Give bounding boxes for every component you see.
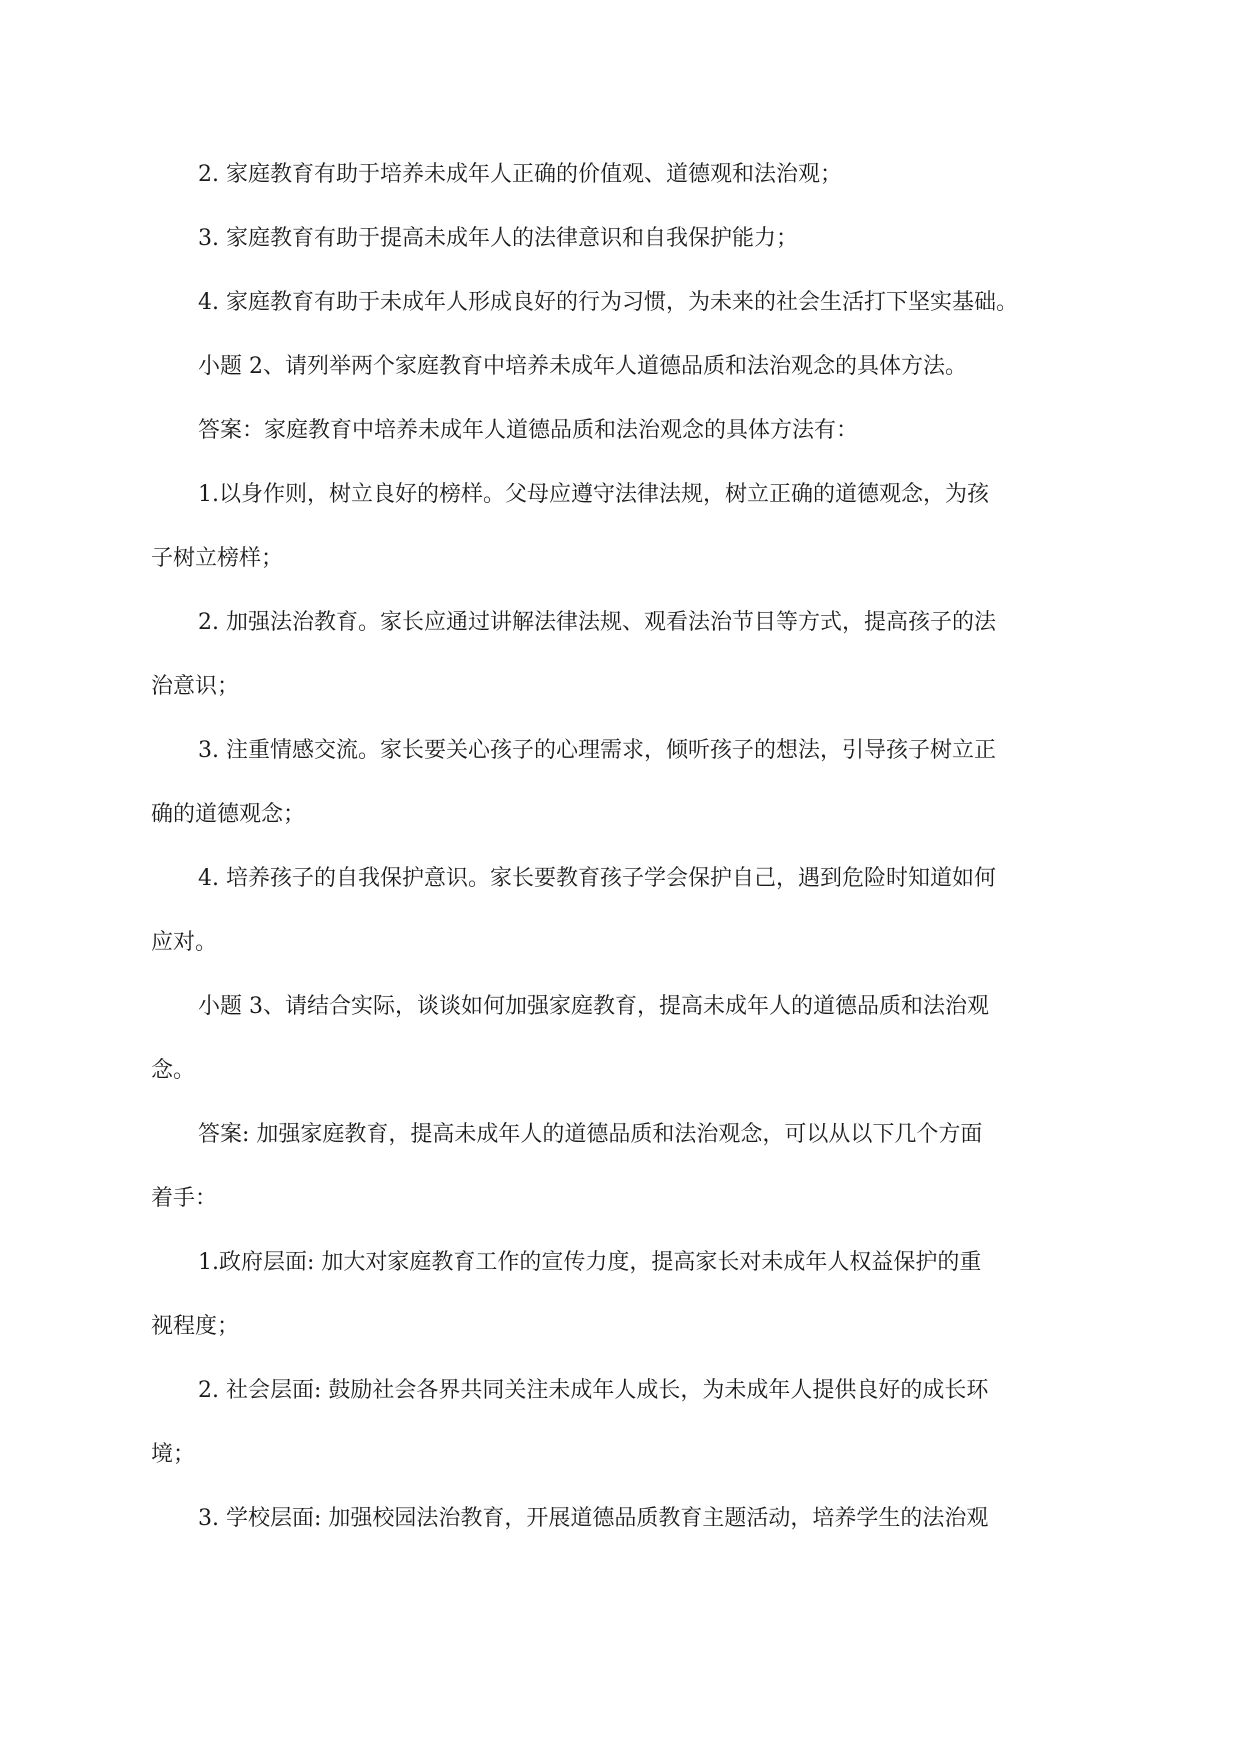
text-line: 4. 家庭教育有助于未成年人形成良好的行为习惯，为未来的社会生活打下坚实基础。 — [198, 290, 1018, 315]
document-body — [151, 143, 1086, 1551]
question-2 — [198, 335, 1086, 399]
text-line: 3. 学校层面: 加强校园法治教育，开展道德品质教育主题活动，培养学生的法治观 — [198, 1506, 989, 1531]
text-line-continued: 应对。 — [151, 930, 218, 955]
text-line-continued: 境； — [151, 1442, 196, 1467]
answer-3-government — [151, 1231, 1086, 1359]
answer-3-intro — [151, 1103, 1086, 1231]
paragraph-point-4 — [198, 271, 1086, 335]
text-line: 1.政府层面: 加大对家庭教育工作的宣传力度，提高家长对未成年人权益保护的重 — [198, 1250, 982, 1275]
text-line-continued: 念。 — [151, 1058, 196, 1083]
text-line-continued: 确的道德观念； — [151, 802, 306, 827]
text-line-continued: 治意识； — [151, 674, 240, 699]
text-line: 1.以身作则，树立良好的榜样。父母应遵守法律法规，树立正确的道德观念，为孩 — [198, 482, 989, 507]
text-line: 小题 2、请列举两个家庭教育中培养未成年人道德品质和法治观念的具体方法。 — [198, 354, 967, 379]
text-line-continued: 着手： — [151, 1186, 218, 1211]
question-3 — [151, 975, 1086, 1103]
text-line-continued: 视程度； — [151, 1314, 240, 1339]
answer-2-method-1 — [151, 463, 1086, 591]
text-line: 3. 注重情感交流。家长要关心孩子的心理需求，倾听孩子的想法，引导孩子树立正 — [198, 738, 996, 763]
answer-3-school — [198, 1487, 1086, 1551]
answer-3-society — [151, 1359, 1086, 1487]
paragraph-point-3 — [198, 207, 1086, 271]
text-line: 小题 3、请结合实际，谈谈如何加强家庭教育，提高未成年人的道德品质和法治观 — [198, 994, 989, 1019]
answer-2-method-2 — [151, 591, 1086, 719]
text-line: 2. 家庭教育有助于培养未成年人正确的价值观、道德观和法治观； — [198, 162, 842, 187]
text-line: 答案: 加强家庭教育，提高未成年人的道德品质和法治观念，可以从以下几个方面 — [198, 1122, 983, 1147]
text-line: 2. 社会层面: 鼓励社会各界共同关注未成年人成长，为未成年人提供良好的成长环 — [198, 1378, 989, 1403]
paragraph-point-2 — [198, 143, 1086, 207]
answer-2-intro — [198, 399, 1086, 463]
answer-2-method-3 — [151, 719, 1086, 847]
text-line: 答案：家庭教育中培养未成年人道德品质和法治观念的具体方法有： — [198, 418, 859, 443]
text-line: 4. 培养孩子的自我保护意识。家长要教育孩子学会保护自己，遇到危险时知道如何 — [198, 866, 996, 891]
answer-2-method-4 — [151, 847, 1086, 975]
text-line-continued: 子树立榜样； — [151, 546, 284, 571]
text-line: 3. 家庭教育有助于提高未成年人的法律意识和自我保护能力； — [198, 226, 798, 251]
text-line: 2. 加强法治教育。家长应通过讲解法律法规、观看法治节目等方式，提高孩子的法 — [198, 610, 996, 635]
